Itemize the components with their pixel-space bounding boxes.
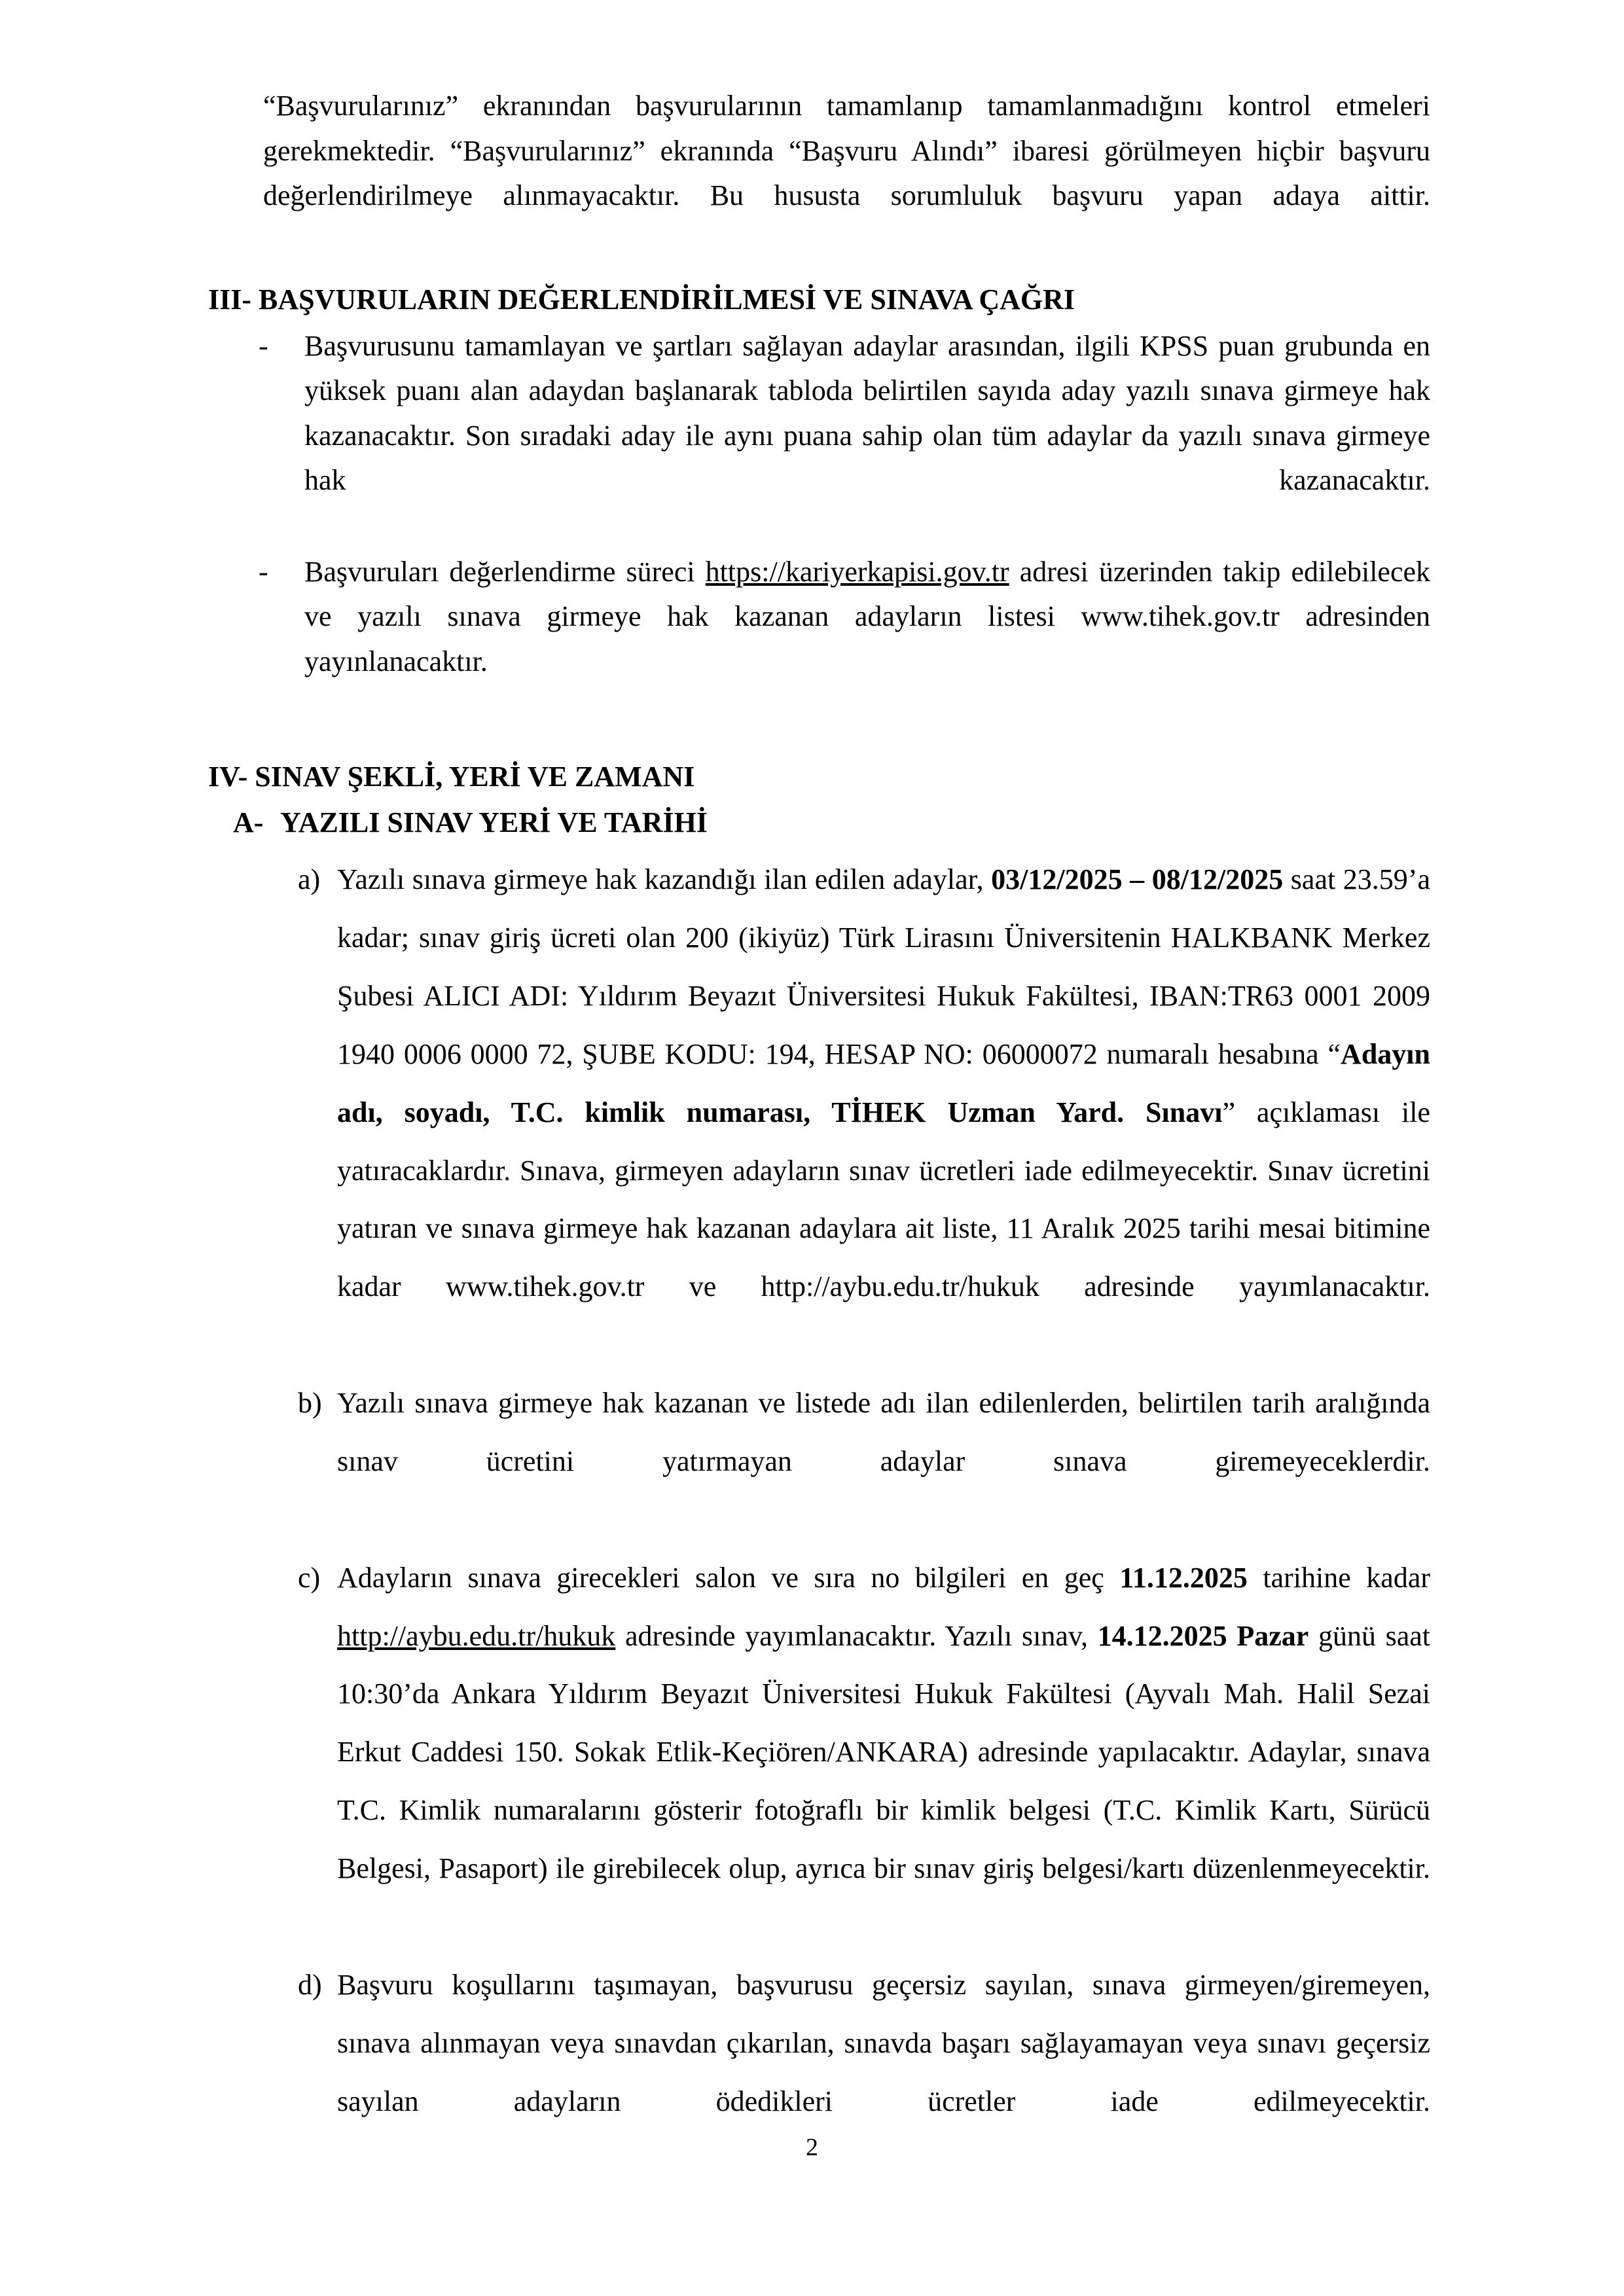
list-item [208,1374,1430,1549]
item-c-segment-4: günü saat 10:30’da Ankara Yıldırım Beyazıt Üniversitesi Hukuk Fakültesi (Ayvalı Mah. Halil Sezai Erkut Caddesi 150. Sokak Etlik-Keçiören/ANKARA) adresinde yapılacaktır. Adaylar, sınava T.C. Kimlik numaralarını gösterir fotoğraflı bir kimlik belgesi (T.C. Kimlik Kartı, Sürücü Belgesi, Pasaport) ile girebilecek olup, ayrıca bir sınav giriş belgesi/kartı düzenlenmeyecektir. [337,1619,1431,1884]
item-a-segment-3: ” açıklaması ile yatıracaklardır. Sınava, girmeyen adayların sınav ücretleri iade edilmeyecektir. Sınav ücretini yatıran ve sınava girmeye hak kazanan adaylara ait liste, 11 Aralık 2025 tarihi mesai bitimine kadar www.tihek.gov.tr ve http://aybu.edu.tr/hukuk adresinde yayımlanacaktır. [337,1096,1430,1303]
item-a-segment-1: Yazılı sınava girmeye hak kazandığı ilan edilen adaylar, [337,863,992,896]
list-item [208,550,1430,730]
section-iii-bullet-list [208,324,1430,730]
list-item-text-part-2: adresi üzerinden takip edilebilecek ve yazılı sınava girmeye hak kazanan adayların listesi www.tihek.gov.tr adresinden yayınlanacaktır. [304,555,1430,677]
subsection-title: YAZILI SINAV YERİ VE TARİHİ [280,806,708,839]
bullet-marker: - [259,555,268,588]
list-item-text-part-1: Başvuruları değerlendirme süreci [304,555,706,588]
section-heading-iv: IV- SINAV ŞEKLİ, YERİ VE ZAMANI [208,761,695,793]
section-iv-lettered-list [208,851,1430,2189]
list-item-marker: c) [298,1561,321,1594]
list-item [208,324,1430,548]
list-item-text: Başvurusunu tamamlayan ve şartları sağlayan adaylar arasından, ilgili KPSS puan grubunda en yüksek puanı alan adaydan başlanarak tabloda belirtilen sayıda aday yazılı sınava girmeye hak kazanacaktır. Son sıradaki aday ile aynı puana sahip olan tüm adaylar da yazılı sınava girmeye hak kazanacaktır. [304,329,1430,497]
item-c-segment-1: Adayların sınava girecekleri salon ve sıra no bilgileri en geç [337,1561,1120,1594]
page-number: 2 [806,2134,818,2161]
item-c-segment-3: adresinde yayımlanacaktır. Yazılı sınav, [615,1619,1098,1652]
aybu-hukuk-link[interactable]: http://aybu.edu.tr/hukuk [337,1619,616,1652]
kariyerkapisi-link[interactable]: https://kariyerkapisi.gov.tr [705,555,1009,588]
intro-paragraph: “Başvurularınız” ekranından başvurularının tamamlanıp tamamlanmadığını kontrol etmeleri gerekmektedir. “Başvurularınız” ekranında “Başvuru Alındı” ibaresi görülmeyen hiçbir başvuru değerlendirilmeye alınmayacaktır. Bu hususta sorumluluk başvuru yapan adaya aittir. [263,90,1430,212]
section-heading-iii: III- BAŞVURULARIN DEĞERLENDİRİLMESİ VE SINAVA ÇAĞRI [208,283,1075,315]
bullet-marker: - [259,329,268,362]
list-item-marker: b) [298,1387,322,1419]
item-c-bold-date-1: 11.12.2025 [1119,1561,1248,1594]
subsection-marker: A- [233,806,264,839]
list-item [208,1549,1430,1956]
document-body [208,84,1430,2189]
item-a-segment-2: saat 23.59’a kadar; sınav giriş ücreti olan 200 (ikiyüz) Türk Lirasını Üniversitenin HALKBANK Merkez Şubesi ALICI ADI: Yıldırım Beyazıt Üniversitesi Hukuk Fakültesi, IBAN:TR63 0001 2009 1940 0006 0000 72, ŞUBE KODU: 194, HESAP NO: 06000072 numaralı hesabına “ [337,863,1430,1070]
list-item-marker: d) [298,1968,322,2001]
list-item-marker: a) [298,863,321,896]
item-d-text: Başvuru koşullarını taşımayan, başvurusu geçersiz sayılan, sınava girmeyen/giremeyen, sınava alınmayan veya sınavdan çıkarılan, sınavda başarı sağlayamayan veya sınavı geçersiz sayılan adayların ödedikleri ücretler iade edilmeyecektir. [337,1968,1430,2117]
item-c-bold-date-2: 14.12.2025 Pazar [1097,1619,1309,1652]
subsection-heading-a [208,801,1430,844]
item-b-text: Yazılı sınava girmeye hak kazanan ve listede adı ilan edilenlerden, belirtilen tarih aralığında sınav ücretini yatırmayan adaylar sınava giremeyeceklerdir. [337,1387,1430,1477]
item-c-segment-2: tarihine kadar [1247,1561,1430,1594]
list-item [208,851,1430,1374]
item-a-bold-description: Adayın adı, soyadı, T.C. kimlik numarası, TİHEK Uzman Yard. Sınavı [337,1037,1430,1128]
item-a-bold-dates: 03/12/2025 – 08/12/2025 [991,863,1284,896]
